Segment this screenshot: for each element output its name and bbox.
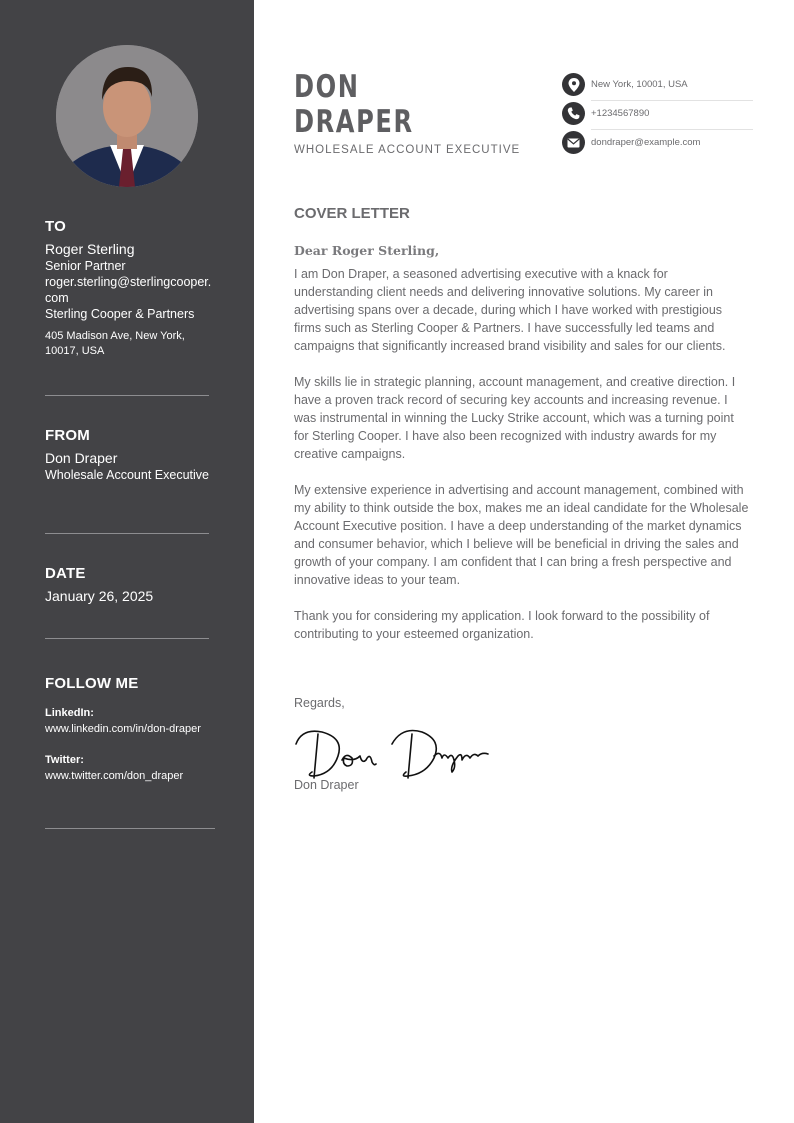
twitter-label: Twitter:	[45, 754, 84, 766]
recipient-name: Roger Sterling	[45, 241, 135, 257]
signed-name: Don Draper	[294, 778, 359, 792]
date-heading: DATE	[45, 565, 86, 582]
divider	[45, 533, 209, 534]
contact-phone-text[interactable]: +1234567890	[591, 108, 650, 119]
cover-letter-heading: COVER LETTER	[294, 205, 410, 222]
linkedin-link[interactable]: www.linkedin.com/in/don-draper	[45, 723, 201, 735]
profile-photo	[56, 45, 198, 187]
avatar-illustration	[56, 45, 198, 187]
contact-phone	[562, 102, 753, 131]
sender-name: Don Draper	[45, 450, 118, 466]
follow-heading: FOLLOW ME	[45, 675, 139, 692]
contact-location	[562, 73, 753, 102]
sender-position: Wholesale Account Executive	[45, 468, 209, 482]
contact-email	[562, 131, 753, 160]
divider	[45, 638, 209, 639]
letter-paragraph: My skills lie in strategic planning, account management, and creative direction. I have a proven track record of securing key accounts and increasing revenue. I was instrumental in winning the Lucky Strike account, which was a turning point for Sterling Cooper. I have also been recognized with industry awards for my creative campaigns.	[294, 375, 736, 461]
handwritten-signature	[292, 722, 492, 782]
divider	[591, 100, 753, 101]
recipient-company: Sterling Cooper & Partners	[45, 307, 195, 321]
contact-location-text: New York, 10001, USA	[591, 79, 688, 90]
date-section	[45, 565, 215, 605]
first-name: DON	[294, 69, 360, 105]
location-pin-icon	[562, 73, 585, 96]
envelope-icon	[562, 131, 585, 154]
divider	[45, 828, 215, 829]
divider	[591, 129, 753, 130]
to-section	[45, 218, 215, 358]
last-name: DRAPER	[294, 104, 414, 140]
letter-paragraph: Thank you for considering my application. I look forward to the possibility of contributing to your esteemed organization.	[294, 609, 710, 641]
contact-email-text[interactable]: dondraper@example.com	[591, 137, 701, 148]
to-heading: TO	[45, 218, 66, 235]
from-section	[45, 427, 215, 483]
follow-section	[45, 675, 215, 784]
letter-paragraph: I am Don Draper, a seasoned advertising executive with a knack for understanding client needs and delivering innovative solutions. My career in advertising spans over a decade, during which I have worked with prestigious firms such as Sterling Cooper & Partners. I have successfully led teams and campaigns that significantly increased brand visibility and sales for our clients.	[294, 267, 726, 353]
date-value: January 26, 2025	[45, 588, 154, 604]
sidebar	[0, 0, 254, 1123]
closing: Regards,	[294, 696, 345, 710]
recipient-email[interactable]: roger.sterling@sterlingcooper.com	[45, 275, 212, 305]
twitter-link[interactable]: www.twitter.com/don_draper	[45, 770, 184, 782]
divider	[45, 395, 209, 396]
phone-icon	[562, 102, 585, 125]
recipient-position: Senior Partner	[45, 259, 126, 273]
recipient-address: 405 Madison Ave, New York, 10017, USA	[45, 330, 185, 357]
applicant-role: WHOLESALE ACCOUNT EXECUTIVE	[294, 144, 521, 156]
letter-paragraph: My extensive experience in advertising and account management, combined with my ability to think outside the box, makes me an ideal candidate for the Wholesale Account Executive position. I have a deep understanding of the market dynamics and consumer behavior, which I believe will be beneficial in driving the sales and growth of your company. I am confident that I can bring a fresh perspective and innovative ideas to your team.	[294, 483, 749, 587]
salutation: Dear Roger Sterling,	[294, 243, 440, 258]
from-heading: FROM	[45, 427, 90, 444]
applicant-name	[294, 70, 414, 140]
linkedin-label: LinkedIn:	[45, 707, 94, 719]
